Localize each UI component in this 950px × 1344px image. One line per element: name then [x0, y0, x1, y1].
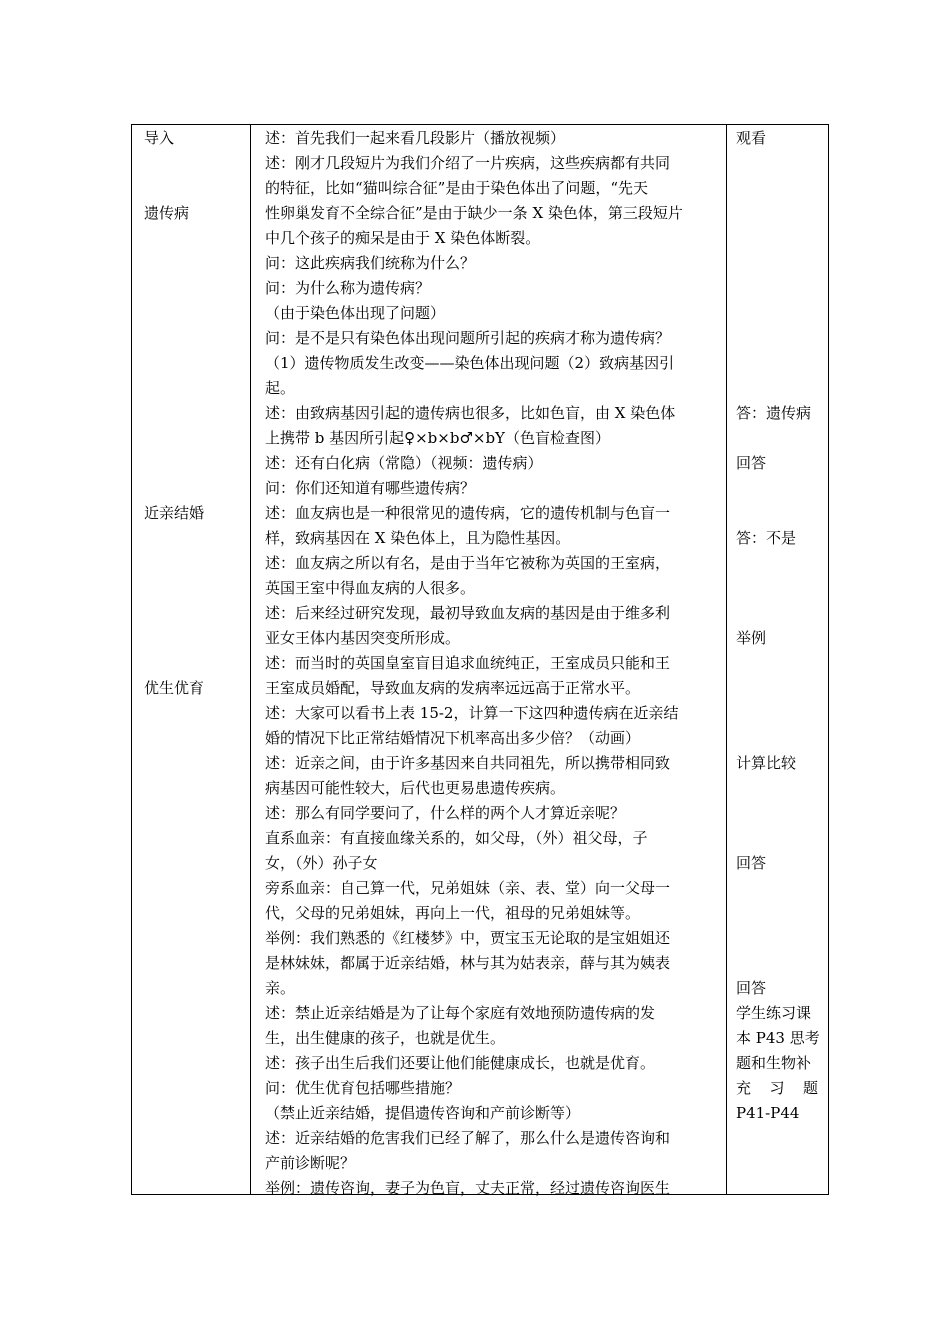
- content-line: 上携带 b 基因所引起♀×b×b♂×bY（色盲检查图）: [265, 429, 610, 447]
- activity-note: 答：遗传病: [736, 404, 812, 422]
- activity-note: P41-P44: [736, 1104, 800, 1122]
- content-line: 女，（外）孙子女: [265, 854, 378, 872]
- column-divider: [726, 125, 727, 1194]
- activity-note-char: 习: [769, 1079, 785, 1097]
- content-line: 述：首先我们一起来看几段影片（播放视频）: [265, 129, 566, 147]
- content-line: 产前诊断呢？: [265, 1154, 356, 1172]
- lesson-plan-table: [131, 124, 829, 1195]
- content-line: 问：优生优育包括哪些措施？: [265, 1079, 461, 1097]
- content-line: 述：由致病基因引起的遗传病也很多，比如色盲，由 X 染色体: [265, 404, 676, 422]
- content-line: 述：而当时的英国皇室盲目追求血统纯正，王室成员只能和王: [265, 654, 671, 672]
- content-line: 性卵巢发育不全综合征”是由于缺少一条 X 染色体，第三段短片: [265, 204, 683, 222]
- content-line: 述：孩子出生后我们还要让他们能健康成长，也就是优育。: [265, 1054, 656, 1072]
- content-line: 述：大家可以看书上表 15-2，计算一下这四种遗传病在近亲结: [265, 704, 679, 722]
- activity-note: 本 P43 思考: [736, 1029, 820, 1047]
- content-line: 举例：遗传咨询，妻子为色盲，丈夫正常，经过遗传咨询医生: [265, 1179, 671, 1197]
- content-line: 旁系血亲：自己算一代，兄弟姐妹（亲、表、堂）向一父母一: [265, 879, 671, 897]
- content-line: （由于染色体出现了问题）: [265, 304, 446, 322]
- content-line: 的特征，比如“猫叫综合征”是由于染色体出了问题，“先天: [265, 179, 649, 197]
- content-line: 亚女王体内基因突变所形成。: [265, 629, 461, 647]
- content-line: 述：后来经过研究发现，最初导致血友病的基因是由于维多利: [265, 604, 671, 622]
- content-line: 述：近亲之间，由于许多基因来自共同祖先，所以携带相同致: [265, 754, 671, 772]
- content-line: 起。: [265, 379, 296, 397]
- activity-note: 回答: [736, 454, 767, 472]
- content-line: 问：这此疾病我们统称为什么？: [265, 254, 476, 272]
- activity-note: 回答: [736, 854, 767, 872]
- section-label: 遗传病: [144, 204, 190, 222]
- content-line: 述：近亲结婚的危害我们已经了解了，那么什么是遗传咨询和: [265, 1129, 671, 1147]
- content-line: 中几个孩子的痴呆是由于 X 染色体断裂。: [265, 229, 541, 247]
- content-line: 述：那么有同学要问了，什么样的两个人才算近亲呢？: [265, 804, 626, 822]
- content-line: （1）遗传物质发生改变——染色体出现问题（2）致病基因引: [265, 354, 675, 372]
- section-label: 近亲结婚: [144, 504, 205, 522]
- activity-note: 计算比较: [736, 754, 797, 772]
- activity-note: 答：不是: [736, 529, 797, 547]
- content-line: 是林妹妹，都属于近亲结婚，林与其为姑表亲，薛与其为姨表: [265, 954, 671, 972]
- activity-note: 观看: [736, 129, 767, 147]
- content-line: 直系血亲：有直接血缘关系的，如父母，（外）祖父母，子: [265, 829, 648, 847]
- content-line: 样，致病基因在 X 染色体上，且为隐性基因。: [265, 529, 571, 547]
- content-line: 亲。: [265, 979, 296, 997]
- content-line: 述：血友病之所以有名，是由于当年它被称为英国的王室病，: [265, 554, 671, 572]
- content-line: 生，出生健康的孩子，也就是优生。: [265, 1029, 506, 1047]
- section-label: 优生优育: [144, 679, 205, 697]
- content-line: 问：为什么称为遗传病？: [265, 279, 431, 297]
- content-line: 述：禁止近亲结婚是为了让每个家庭有效地预防遗传病的发: [265, 1004, 656, 1022]
- column-divider: [250, 125, 251, 1194]
- activity-note: 学生练习课: [736, 1004, 812, 1022]
- content-line: 英国王室中得血友病的人很多。: [265, 579, 476, 597]
- content-line: 述：刚才几段短片为我们介绍了一片疾病，这些疾病都有共同: [265, 154, 671, 172]
- activity-note: 回答: [736, 979, 767, 997]
- activity-note-char: 题: [802, 1079, 818, 1097]
- activity-note: [736, 1076, 818, 1101]
- content-line: 代，父母的兄弟姐妹，再向上一代，祖母的兄弟姐妹等。: [265, 904, 641, 922]
- content-line: 婚的情况下比正常结婚情况下机率高出多少倍？（动画）: [265, 729, 641, 747]
- content-line: 病基因可能性较大，后代也更易患遗传疾病。: [265, 779, 566, 797]
- activity-note: 题和生物补: [736, 1054, 812, 1072]
- content-line: 问：你们还知道有哪些遗传病？: [265, 479, 476, 497]
- content-line: 王室成员婚配，导致血友病的发病率远远高于正常水平。: [265, 679, 641, 697]
- section-label: 导入: [144, 129, 175, 147]
- activity-note: 举例: [736, 629, 767, 647]
- content-line: 述：还有白化病（常隐）（视频：遗传病）: [265, 454, 543, 472]
- content-line: 述：血友病也是一种很常见的遗传病，它的遗传机制与色盲一: [265, 504, 671, 522]
- activity-note-char: 充: [736, 1079, 752, 1097]
- content-line: 问：是不是只有染色体出现问题所引起的疾病才称为遗传病？: [265, 329, 671, 347]
- content-line: （禁止近亲结婚，提倡遗传咨询和产前诊断等）: [265, 1104, 581, 1122]
- content-line: 举例：我们熟悉的《红楼梦》中，贾宝玉无论取的是宝姐姐还: [265, 929, 671, 947]
